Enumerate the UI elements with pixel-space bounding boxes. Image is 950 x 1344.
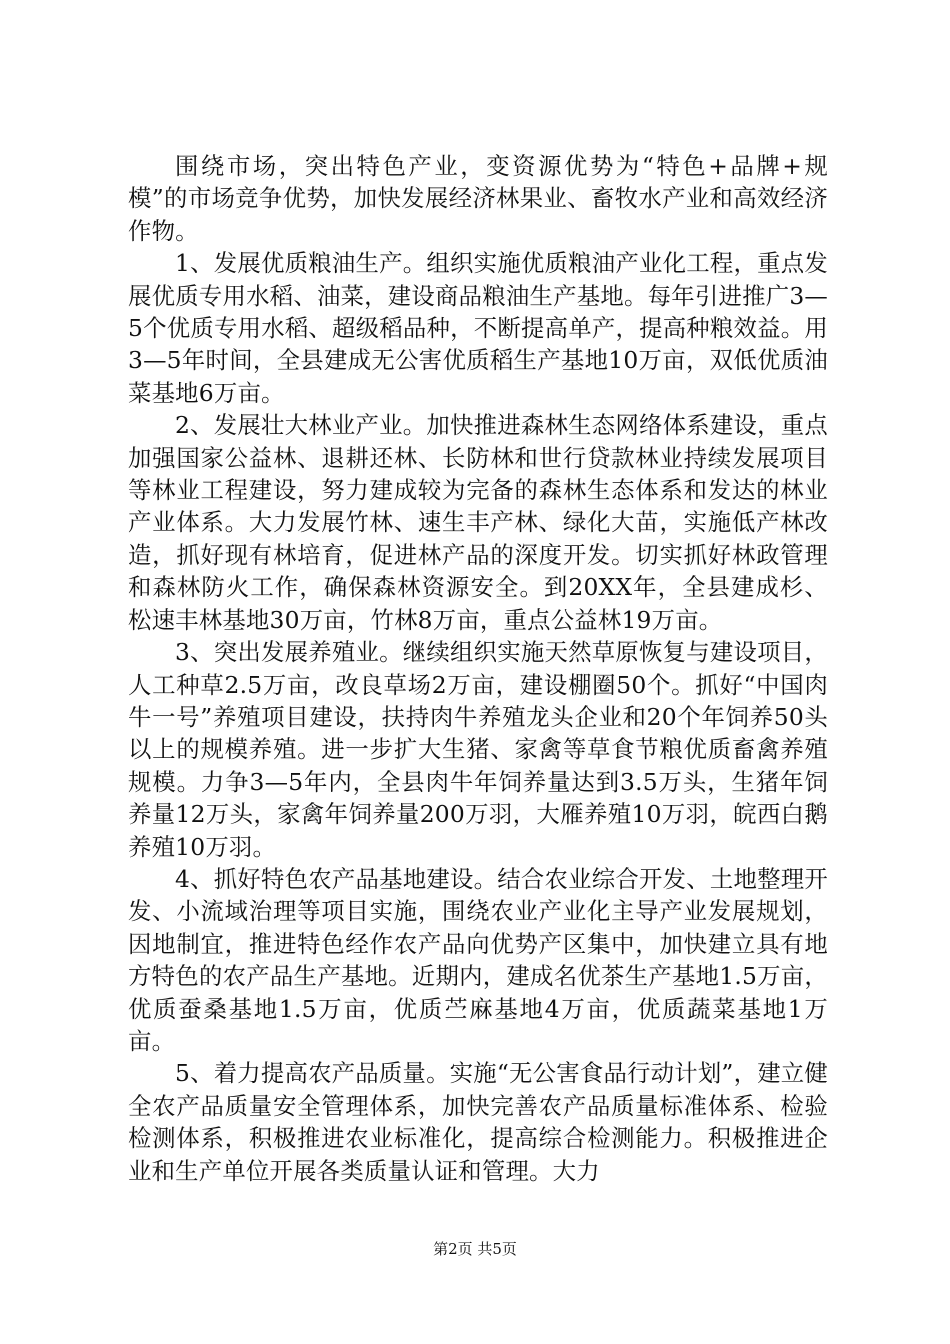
paragraph-specialty-base: 4、抓好特色农产品基地建设。结合农业综合开发、土地整理开发、小流域治理等项目实施，围绕农业产业化主导产业发展规划，因地制宜，推进特色经作农产品向优势产区集中，加快建立具有地方特色的农产品生产基地。近期内，建成名优茶生产基地1.5万亩，优质蚕桑基地1.5万亩，优质苎麻基地4万亩，优质蔬菜基地1万亩。	[128, 864, 828, 1055]
paragraph-livestock: 3、突出发展养殖业。继续组织实施天然草原恢复与建设项目，人工种草2.5万亩，改良草场2万亩，建设棚圈50个。抓好“中国肉牛一号”养殖项目建设，扶持肉牛养殖龙头企业和20个年饲养50头以上的规模养殖。进一步扩大生猪、家禽等草食节粮优质畜禽养殖规模。力争3—5年内，全县肉牛年饲养量达到3.5万头，生猪年饲养量12万头，家禽年饲养量200万羽，大雁养殖10万羽，皖西白鹅养殖10万羽。	[128, 638, 828, 861]
paragraph-forestry: 2、发展壮大林业产业。加快推进森林生态网络体系建设，重点加强国家公益林、退耕还林、长防林和世行贷款林业持续发展项目等林业工程建设，努力建成较为完备的森林生态体系和发达的林业产业体系。大力发展竹林、速生丰产林、绿化大苗，实施低产林改造，抓好现有林培育，促进林产品的深度开发。切实抓好林政管理和森林防火工作，确保森林资源安全。到20XX年，全县建成杉、松速丰林基地30万亩，竹林8万亩，重点公益林19万亩。	[128, 411, 828, 634]
paragraph-grain-oil: 1、发展优质粮油生产。组织实施优质粮油产业化工程，重点发展优质专用水稻、油菜，建设商品粮油生产基地。每年引进推广3—5个优质专用水稻、超级稻品种，不断提高单产，提高种粮效益。用3—5年时间，全县建成无公害优质稻生产基地10万亩，双低优质油菜基地6万亩。	[128, 249, 828, 407]
paragraph-quality: 5、着力提高农产品质量。实施“无公害食品行动计划”，建立健全农产品质量安全管理体系，加快完善农产品质量标准体系、检验检测体系，积极推进农业标准化，提高综合检测能力。积极推进企业和生产单位开展各类质量认证和管理。大力	[128, 1059, 828, 1185]
document-body	[128, 150, 828, 1187]
page-number: 第2页 共5页	[433, 1240, 517, 1258]
page-footer	[0, 1239, 950, 1259]
paragraph-intro: 围绕市场，突出特色产业，变资源优势为“特色+品牌+规模”的市场竞争优势，加快发展经济林果业、畜牧水产业和高效经济作物。	[128, 152, 828, 245]
